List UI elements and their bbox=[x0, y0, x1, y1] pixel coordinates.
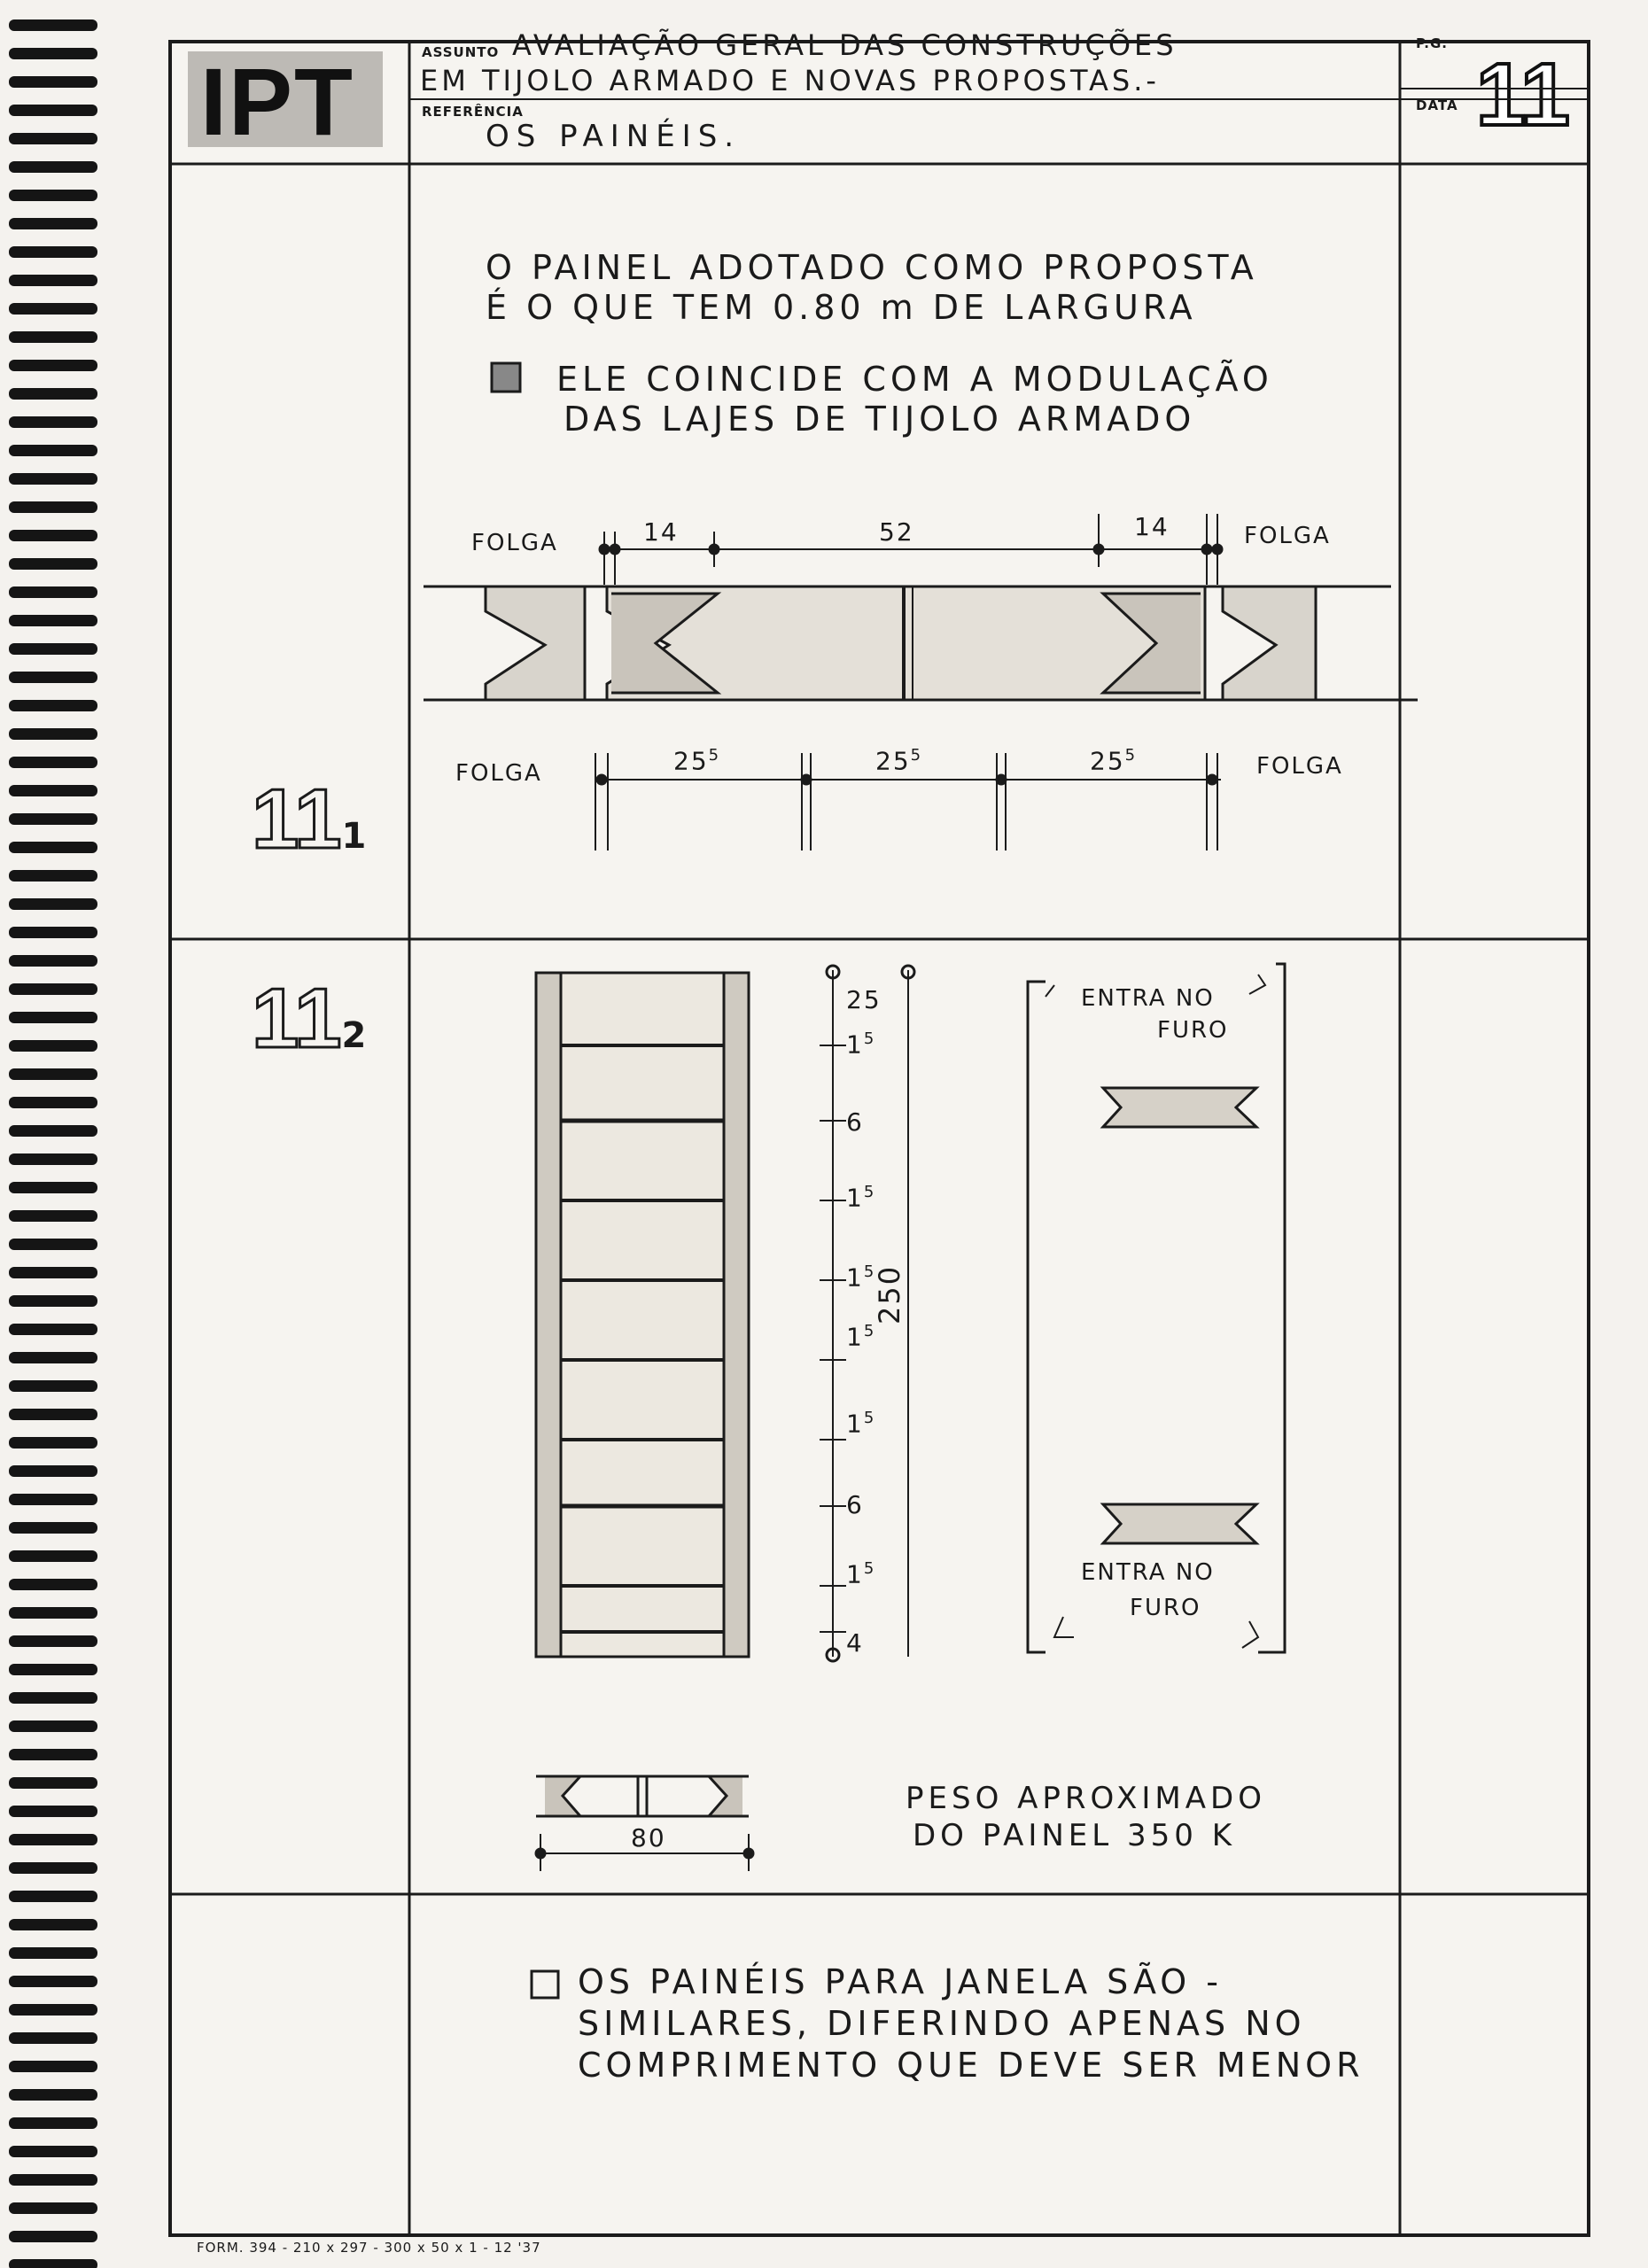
referencia-value: OS PAINÉIS. bbox=[486, 119, 742, 154]
bullet-box-icon bbox=[492, 363, 520, 392]
section-marker-11-2 bbox=[252, 970, 366, 1068]
vertical-dim-value: 1 bbox=[846, 1409, 864, 1439]
vertical-dim-value: 25 bbox=[846, 985, 882, 1014]
data-label: DATA bbox=[1416, 97, 1458, 113]
form-footer: FORM. 394 - 210 x 297 - 300 x 50 x 1 - 12 '37 bbox=[197, 2240, 541, 2256]
peso-line2: DO PAINEL 350 K bbox=[913, 1818, 1237, 1853]
vertical-dim-label bbox=[846, 985, 882, 1014]
vertical-dim-label bbox=[846, 1183, 875, 1212]
top-folga-left: FOLGA bbox=[471, 530, 558, 556]
top-dim-center: 52 bbox=[879, 517, 914, 547]
vertical-dim-sup: 5 bbox=[863, 1559, 876, 1578]
section1-bullet-line1: ELE COINCIDE COM A MODULAÇÃO bbox=[556, 360, 1273, 399]
section1-bullet-line2: DAS LAJES DE TIJOLO ARMADO bbox=[564, 400, 1196, 439]
top-folga-right: FOLGA bbox=[1244, 523, 1331, 549]
marker-11-1-sub: 1 bbox=[341, 816, 367, 857]
bottom-dim-3-sup: 5 bbox=[1124, 746, 1138, 765]
top-dim-left: 14 bbox=[643, 517, 679, 547]
marker-11-2-sub: 2 bbox=[341, 1015, 367, 1056]
vertical-dim-sup: 5 bbox=[863, 1409, 876, 1427]
vertical-dim-value: 1 bbox=[846, 1183, 864, 1213]
vertical-dim-value: 6 bbox=[846, 1490, 864, 1519]
bottom-dim-2-sup: 5 bbox=[910, 746, 923, 765]
marker-11-1-main: 11 bbox=[252, 772, 342, 866]
vertical-dim-label bbox=[846, 1628, 864, 1658]
vertical-dim-label bbox=[846, 1322, 875, 1351]
width-dim-80: 80 bbox=[631, 1823, 666, 1852]
bottom-dim-3 bbox=[1090, 746, 1137, 775]
assunto-label: ASSUNTO bbox=[422, 44, 500, 60]
section1-text-line2: É O QUE TEM 0.80 m DE LARGURA bbox=[486, 288, 1197, 327]
page-number: 11 bbox=[1476, 45, 1570, 144]
vertical-dim-value: 4 bbox=[846, 1628, 864, 1658]
referencia-label: REFERÊNCIA bbox=[422, 104, 524, 120]
vertical-dim-label bbox=[846, 1107, 864, 1137]
bottom-folga-right: FOLGA bbox=[1256, 753, 1343, 780]
pg-label: P.G. bbox=[1416, 35, 1448, 51]
entra-top-line2: FURO bbox=[1157, 1017, 1229, 1044]
vertical-dim-value: 6 bbox=[846, 1107, 864, 1137]
entra-bottom-line1: ENTRA NO bbox=[1081, 1559, 1215, 1586]
bottom-dim-2 bbox=[875, 746, 922, 775]
panel-elevation bbox=[536, 964, 1285, 1661]
top-dim-right: 14 bbox=[1134, 512, 1170, 541]
vertical-dim-sup: 5 bbox=[863, 1029, 876, 1048]
vertical-dim-label bbox=[846, 1409, 875, 1438]
assunto-line-2: EM TIJOLO ARMADO E NOVAS PROPOSTAS.- bbox=[420, 64, 1160, 97]
marker-11-2-main: 11 bbox=[252, 971, 342, 1066]
vertical-dim-label bbox=[846, 1559, 875, 1588]
section3-line2: SIMILARES, DIFERINDO APENAS NO bbox=[578, 2004, 1306, 2043]
vertical-dim-value: 1 bbox=[846, 1322, 864, 1352]
vertical-dim-label bbox=[846, 1262, 875, 1292]
vertical-dim-label bbox=[846, 1029, 875, 1059]
entra-top-line1: ENTRA NO bbox=[1081, 985, 1215, 1012]
vertical-dim-sup: 5 bbox=[863, 1183, 876, 1201]
vertical-dim-label bbox=[846, 1490, 864, 1519]
vertical-dim-sup: 5 bbox=[863, 1322, 876, 1340]
bullet-box-empty-icon bbox=[532, 1971, 558, 1998]
bottom-dim-1-sup: 5 bbox=[708, 746, 721, 765]
section3-line1: OS PAINÉIS PARA JANELA SÃO - bbox=[578, 1962, 1223, 2001]
vertical-dim-value: 1 bbox=[846, 1262, 864, 1293]
peso-line1: PESO APROXIMADO bbox=[906, 1781, 1266, 1816]
ipt-logo-text: IPT bbox=[200, 48, 355, 155]
bottom-folga-left: FOLGA bbox=[455, 760, 542, 787]
bottom-dim-1 bbox=[673, 746, 720, 775]
bottom-dim-3-value: 25 bbox=[1090, 746, 1125, 776]
assunto-line-1: AVALIAÇÃO GERAL DAS CONSTRUÇÕES bbox=[512, 28, 1178, 62]
vertical-dim-sup: 5 bbox=[863, 1262, 876, 1281]
bottom-dim-1-value: 25 bbox=[673, 746, 709, 776]
section1-text-line1: O PAINEL ADOTADO COMO PROPOSTA bbox=[486, 248, 1258, 287]
bottom-dim-2-value: 25 bbox=[875, 746, 911, 776]
vertical-dim-value: 1 bbox=[846, 1029, 864, 1060]
entra-bottom-line2: FURO bbox=[1130, 1595, 1201, 1621]
section-marker-11-1 bbox=[252, 771, 366, 868]
panel-cross-section bbox=[424, 514, 1418, 850]
vertical-dim-value: 1 bbox=[846, 1559, 864, 1589]
section3-line3: COMPRIMENTO QUE DEVE SER MENOR bbox=[578, 2046, 1364, 2085]
total-dim-250: 250 bbox=[873, 1264, 906, 1324]
